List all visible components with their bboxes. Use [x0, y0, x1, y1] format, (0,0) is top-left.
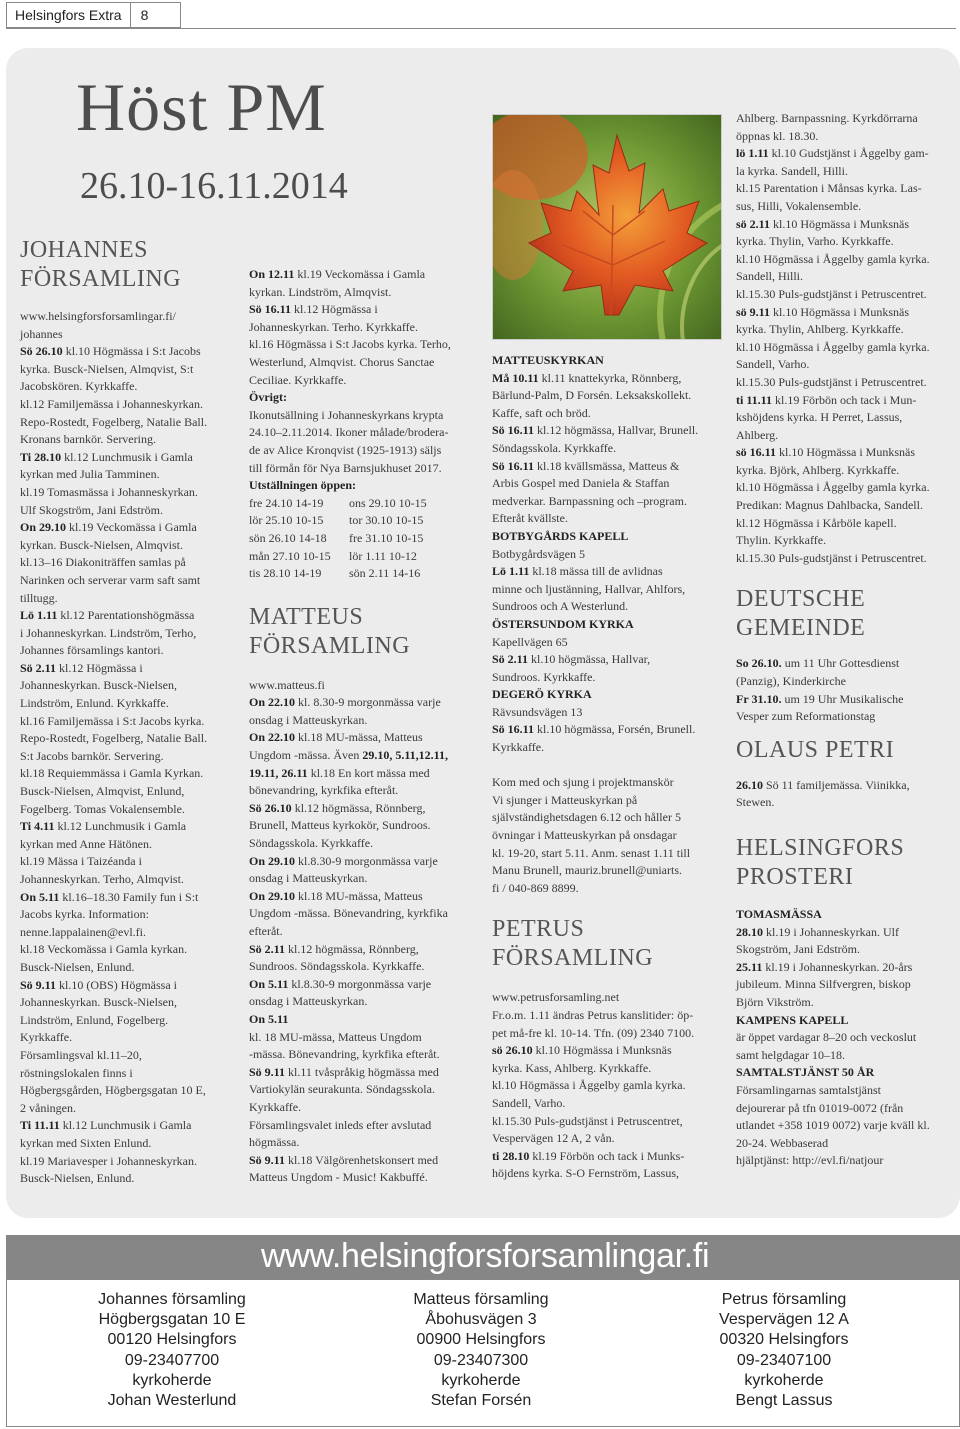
text-line: Vespervägen 12 A, 2 vån. — [492, 1131, 615, 1146]
text-line: Sö 2.11 kl.12 högmässa, Rönnberg, — [249, 941, 419, 956]
text-line: öppnas kl. 18.30. — [736, 128, 819, 143]
text-line: Sö 9.11 kl.18 Välgörenhetskonsert med — [249, 1152, 439, 1167]
text-line: Sö 26.10 kl.12 högmässa, Rönnberg, — [249, 800, 426, 815]
text-line: är öppet vardagar 8–20 och veckoslut — [736, 1030, 917, 1045]
text-line: Brunell, Matteus kyrkokör, Sundroos. — [249, 818, 431, 833]
text-line: Westerlund, Almqvist. Chorus Sanctae — [249, 354, 435, 369]
contact-phone: 09-23407100 — [736, 1351, 832, 1369]
text-line: röstningslokalen finns i — [20, 1065, 133, 1080]
text-line: -mässa. Bönevandring, kyrkfika efteråt. — [249, 1047, 440, 1062]
website-banner — [6, 1235, 960, 1279]
contact-street: Åbohusvägen 3 — [425, 1311, 537, 1329]
text-line: Björn Vikström. — [736, 994, 814, 1009]
text-line: Lindström, Enlund. Kyrkkaffe. — [20, 696, 169, 711]
text-line: 20-24. Webbaserad — [736, 1135, 829, 1150]
contact-city: 00120 Helsingfors — [107, 1331, 237, 1349]
contact-phone: 09-23407300 — [433, 1351, 529, 1369]
petrus-text — [492, 989, 722, 1183]
text-line: MATTEUSKYRKAN — [492, 353, 604, 367]
contact-city: 00900 Helsingfors — [416, 1331, 546, 1349]
text-line: Ahlberg. Barnpassning. Kyrkdörrarna — [736, 111, 918, 125]
text-line: medverkar. Barnpassning och –program. — [492, 493, 687, 508]
text-line: Bärlund-Palm, D Forsén. Leksakskollekt. — [492, 388, 692, 403]
text-line: KAMPENS KAPELL — [736, 1012, 849, 1027]
text-line: Ceciliae. Kyrkkaffe. — [249, 372, 347, 387]
text-line: Ungdom -mässa. Även 29.10, 5.11,12.11, — [249, 748, 449, 763]
text-line: kl.19 Tomasmässa i Johanneskyrkan. — [20, 484, 198, 499]
text-line: Sö 26.10 kl.10 Högmässa i S:t Jacobs — [20, 344, 201, 359]
text-line: 2 våningen. — [20, 1100, 76, 1115]
text-line: On 12.11 kl.19 Veckomässa i Gamla — [249, 267, 426, 281]
text-line: kl.19 Mariavesper i Johanneskyrkan. — [20, 1153, 197, 1168]
contact-person: Stefan Forsén — [430, 1392, 532, 1410]
text-line: kl.15.30 Puls-gudstjänst i Petruscentret. — [736, 550, 927, 565]
text-line: Kyrkkaffe. — [492, 740, 545, 755]
text-line: TOMASMÄSSA — [736, 907, 822, 921]
text-line: Vartiokylän seurakunta. Söndagsskola. — [249, 1082, 435, 1097]
text-line: onsdag i Matteuskyrkan. — [249, 994, 368, 1009]
matteus-heading-line2: FÖRSAMLING — [249, 632, 411, 659]
text-line: Sö 9.11 kl.10 (OBS) Högmässa i — [20, 977, 178, 992]
text-line: efteråt. — [249, 924, 283, 938]
column-3 — [492, 352, 722, 1183]
text-line: kl.10 Högmässa i Åggelby gamla kyrka. — [492, 1078, 686, 1093]
text-line: lö 1.11 kl.10 Gudstjänst i Åggelby gam- — [736, 146, 929, 161]
olaus-petri-heading: OLAUS PETRI — [736, 736, 895, 763]
text-line: Må 10.11 kl.11 knattekyrka, Rönnberg, — [492, 370, 682, 385]
text-line: sö 2.11 kl.10 Högmässa i Munksnäs — [736, 216, 910, 231]
text-line: Övrigt: — [249, 390, 287, 405]
text-line: kyrka. Thylin, Varho. Kyrkkaffe. — [736, 234, 894, 249]
publication-name: Helsingfors Extra — [6, 2, 131, 28]
text-line: Ikonutsällning i Johanneskyrkans krypta — [249, 407, 444, 422]
text-line: hjälptjänst: http://evl.fi/natjour — [736, 1153, 884, 1168]
text-line: kyrka. Kass, Ahlberg. Kyrkkaffe. — [492, 1060, 652, 1075]
schedule-cell: sön 2.11 14-16 — [349, 566, 421, 581]
text-line: So 26.10. um 11 Uhr Gottesdienst — [736, 656, 900, 671]
text-line: Johannes församlings kantori. — [20, 643, 164, 658]
text-line: ti 11.11 kl.19 Förbön och tack i Mun- — [736, 392, 917, 407]
text-line: kl. 18 MU-mässa, Matteus Ungdom — [249, 1029, 422, 1044]
text-line: kshöjdens kyrka. H Perret, Lassus, — [736, 410, 903, 425]
text-line: Sö 16.11 kl.10 högmässa, Forsén, Brunell. — [492, 722, 696, 737]
text-line: Kapellvägen 65 — [492, 634, 568, 649]
text-line: Arbis Gospel med Daniela & Staffan — [492, 476, 670, 491]
schedule-cell: lör 25.10 10-15 — [249, 513, 324, 528]
schedule-cell: fre 31.10 10-15 — [349, 530, 424, 545]
text-line: onsdag i Matteuskyrkan. — [249, 871, 368, 886]
text-line: 26.10 Sö 11 familjemässa. Viinikka, — [736, 777, 910, 792]
contact-name: Johannes församling — [98, 1291, 246, 1308]
text-line: Sö 16.11 kl.18 kvällsmässa, Matteus & — [492, 458, 680, 473]
text-line: sö 26.10 kl.10 Högmässa i Munksnäs — [492, 1043, 672, 1058]
page-number: 8 — [131, 2, 181, 28]
text-line: Busck-Nielsen, Enlund. — [20, 959, 135, 974]
petrus-heading-line2: FÖRSAMLING — [492, 945, 654, 972]
text-line: 24.10–2.11.2014. Ikoner målade/brodera- — [249, 425, 449, 440]
text-line: Ungdom -mässa. Bönevandring, kyrkfika — [249, 906, 448, 921]
text-line: Johanneskyrkan. Busck-Nielsen, — [20, 678, 177, 693]
text-line: Jacobskören. Kyrkkaffe. — [20, 379, 138, 394]
text-line: www.helsingforsforsamlingar.fi/ — [20, 309, 176, 323]
text-line: kl.10 Högmässa i Åggelby gamla kyrka. — [736, 480, 930, 495]
text-line: i Johanneskyrkan. Lindström, Terho, — [20, 625, 197, 640]
text-line: S:t Jacobs barnkör. Servering. — [20, 748, 164, 763]
text-line: sö 9.11 kl.10 Högmässa i Munksnäs — [736, 304, 910, 319]
petrus-continued-text — [736, 110, 956, 567]
text-line: de av Alice Kronqvist (1925-1913) säljs — [249, 442, 442, 457]
text-line: On 22.10 kl.18 MU-mässa, Matteus — [249, 730, 423, 745]
contact-title: kyrkoherde — [132, 1371, 212, 1389]
text-line: kl.10 Högmässa i Åggelby gamla kyrka. — [736, 339, 930, 354]
text-line: nenne.lappalainen@evl.fi. — [20, 924, 146, 939]
deutsche-text — [736, 655, 956, 725]
text-line: Stewen. — [736, 795, 775, 810]
schedule-cell: mån 27.10 10-15 — [249, 548, 331, 563]
text-line: kl.18 Requiemmässa i Gamla Kyrkan. — [20, 766, 204, 781]
text-line: Söndagsskola. Kyrkkaffe. — [249, 836, 374, 851]
prosteri-heading-line2: PROSTERI — [736, 864, 854, 890]
text-line: Sö 2.11 kl.12 Högmässa i — [20, 660, 143, 675]
schedule-cell: fre 24.10 14-19 — [249, 495, 324, 510]
text-line: kyrka. Björk, Ahlberg. Kyrkkaffe. — [736, 462, 900, 477]
text-line: kl. 19-20, start 5.11. Anm. senast 1.11 till — [492, 845, 691, 860]
text-line: la kyrka. Sandell, Hilli. — [736, 163, 848, 178]
text-line: Sandell, Varho. — [736, 357, 810, 372]
matteus-text — [249, 677, 479, 1187]
header-divider — [6, 28, 956, 29]
contact-city: 00320 Helsingfors — [719, 1331, 849, 1349]
schedule-cell: lör 1.11 10-12 — [349, 548, 417, 563]
text-line: Sundroos. Kyrkkaffe. — [492, 669, 596, 684]
johannes-continued-text — [249, 266, 479, 495]
text-line: Thylin. Kyrkkaffe. — [736, 533, 827, 548]
petrus-heading-line1: PETRUS — [492, 916, 585, 943]
text-line: övningar i Matteuskyrkan på onsdagar — [492, 828, 677, 843]
text-line: kyrka. Thylin, Ahlberg. Kyrkkaffe. — [736, 322, 904, 337]
text-line: DEGERÖ KYRKA — [492, 687, 592, 702]
text-line: Sandell, Hilli. — [736, 269, 803, 284]
schedule-cell: ons 29.10 10-15 — [349, 495, 427, 510]
text-line: Ti 11.11 kl.12 Lunchmusik i Gamla — [20, 1118, 192, 1133]
johannes-heading-line2: FÖRSAMLING — [20, 266, 182, 292]
text-line: Fogelberg. Tomas Vokalensemble. — [20, 801, 185, 816]
text-line: Sö 16.11 kl.12 högmässa, Hallvar, Brunell. — [492, 423, 699, 438]
text-line: kl.15.30 Puls-gudstjänst i Petruscentret. — [736, 374, 927, 389]
text-line: kl.13–16 Diakoniträffen samlas på — [20, 555, 186, 570]
text-line: (Panzig), Kinderkirche — [736, 674, 846, 689]
text-line: till förmån för Nya Barnsjukhuset 2017. — [249, 460, 442, 475]
contact-footer — [6, 1279, 960, 1427]
text-line: sus, Hilli, Vokalensemble. — [736, 198, 862, 213]
schedule-cell: tor 30.10 10-15 — [349, 513, 424, 528]
text-line: fi / 040-869 8899. — [492, 880, 579, 895]
text-line: Johanneskyrkan. Busck-Nielsen, — [20, 995, 177, 1010]
text-line: kl.16 Familjemässa i S:t Jacobs kyrka. — [20, 713, 205, 728]
text-line — [492, 757, 722, 775]
text-line: Ti 28.10 kl.12 Lunchmusik i Gamla — [20, 449, 193, 464]
text-line: Kaffe, saft och bröd. — [492, 405, 591, 420]
text-line: kyrkan med Sixten Enlund. — [20, 1135, 152, 1150]
text-line: självständighetsdagen 6.12 och håller 5 — [492, 810, 681, 825]
text-line: 28.10 kl.19 i Johanneskyrkan. Ulf — [736, 924, 899, 939]
text-line: kl.19 Mässa i Taizéanda i — [20, 854, 142, 869]
text-line: Sö 9.11 kl.11 tvåspråkig högmässa med — [249, 1064, 439, 1079]
text-line: Sö 2.11 kl.10 högmässa, Hallvar, — [492, 652, 651, 667]
text-line: Sö 16.11 kl.12 Högmässa i — [249, 302, 378, 317]
text-line: Repo-Rostedt, Fogelberg, Natalie Ball. — [20, 731, 208, 746]
text-line: Johanneskyrkan. Terho. Kyrkkaffe. — [249, 319, 419, 334]
text-line: Fr 31.10. um 19 Uhr Musikalische — [736, 691, 904, 706]
contact-name: Matteus församling — [413, 1291, 549, 1308]
text-line: pet må-fre kl. 10-14. Tfn. (09) 2340 7100. — [492, 1025, 695, 1040]
text-line: Sandell, Varho. — [492, 1095, 566, 1110]
text-line: samt helgdagar 10–18. — [736, 1047, 845, 1062]
contact-petrus — [639, 1290, 929, 1411]
text-line: Kom med och sjung i projektmanskör — [492, 775, 674, 790]
text-line: Botbygårdsvägen 5 — [492, 546, 585, 561]
contact-street: Vespervägen 12 A — [719, 1311, 849, 1329]
text-line: Församlingsvalet inleds efter avslutad — [249, 1117, 432, 1132]
text-line: kl.15.30 Puls-gudstjänst i Petruscentret. — [736, 286, 927, 301]
text-line: ti 28.10 kl.19 Förbön och tack i Munks- — [492, 1148, 685, 1163]
text-line: Matteus Ungdom - Music! Kakbuffé. — [249, 1170, 428, 1185]
text-line: Manu Brunell, mauriz.brunell@uniarts. — [492, 863, 683, 878]
text-line: dejourerar på tfn 01019-0072 (från — [736, 1100, 904, 1115]
johannes-text — [20, 308, 234, 1188]
text-line: Kyrkkaffe. — [249, 1099, 302, 1114]
text-line: Lindström, Enlund, Fogelberg. — [20, 1012, 169, 1027]
text-line: Högbergsgården, Högbergsgatan 10 E, — [20, 1083, 206, 1098]
johannes-heading-line1: JOHANNES — [20, 237, 149, 263]
text-line: 25.11 kl.19 i Johanneskyrkan. 20-års — [736, 959, 913, 974]
contact-street: Högbergsgatan 10 E — [98, 1311, 246, 1329]
prosteri-heading-line1: HELSINGFORS — [736, 835, 905, 861]
maple-leaf-illustration — [493, 115, 722, 340]
text-line: BOTBYGÅRDS KAPELL — [492, 528, 629, 543]
text-line: www.petrusforsamling.net — [492, 990, 620, 1005]
text-line: On 22.10 kl. 8.30-9 morgonmässa varje — [249, 695, 441, 710]
exhibition-schedule — [249, 495, 479, 583]
column-4 — [736, 110, 956, 1170]
text-line: jubileum. Minna Silfvergren, biskop — [736, 977, 911, 992]
contact-title: kyrkoherde — [744, 1371, 824, 1389]
text-line: On 29.10 kl.19 Veckomässa i Gamla — [20, 520, 197, 535]
text-line: Fr.o.m. 1.11 ändras Petrus kanslitider: öp- — [492, 1008, 694, 1022]
text-line: Skogström, Jani Edström. — [736, 942, 861, 957]
text-line: Vesper zum Reformationstag — [736, 709, 876, 724]
text-line: On 29.10 kl.18 MU-mässa, Matteus — [249, 888, 423, 903]
text-line: minne och ljustänning, Hallvar, Ahlfors, — [492, 581, 686, 596]
olaus-petri-text — [736, 777, 956, 812]
text-line: kl.16 Högmässa i S:t Jacobs kyrka. Terho, — [249, 337, 451, 352]
text-line: Söndagsskola. Kyrkkaffe. — [492, 440, 617, 455]
text-line: Kronans barnkör. Servering. — [20, 432, 156, 447]
text-line: utlandet +358 1019 0072) varje kväll kl. — [736, 1118, 930, 1133]
text-line: Sundroos och A Westerlund. — [492, 599, 629, 614]
text-line: kyrkan. Busck-Nielsen, Almqvist. — [20, 537, 183, 552]
text-line: Ti 4.11 kl.12 Lunchmusik i Gamla — [20, 819, 187, 834]
text-line: kyrka. Busck-Nielsen, Almqvist, S:t — [20, 361, 194, 376]
contact-name: Petrus församling — [721, 1291, 847, 1308]
text-line: Ulf Skogström, Jani Edström. — [20, 502, 163, 517]
text-line: On 5.11 kl.16–18.30 Family fun i S:t — [20, 889, 199, 904]
text-line: johannes — [20, 326, 63, 341]
text-line: kyrkan med Anne Hätönen. — [20, 836, 152, 851]
johannes-section — [20, 236, 234, 1188]
matteus-heading-line1: MATTEUS — [249, 603, 364, 630]
date-range: 26.10-16.11.2014 — [80, 165, 348, 207]
text-line: Narinken och serverar varm saft samt — [20, 572, 201, 587]
page-header — [6, 2, 181, 30]
deutsche-heading-line1: DEUTSCHE — [736, 586, 866, 613]
contact-johannes — [27, 1290, 317, 1411]
text-line: www.matteus.fi — [249, 677, 325, 692]
text-line: sö 16.11 kl.10 Högmässa i Munksnäs — [736, 445, 916, 460]
text-line: Jacobs kyrka. Information: — [20, 907, 149, 922]
text-line: On 5.11 kl.8.30-9 morgonmässa varje — [249, 976, 432, 991]
text-line: On 29.10 kl.8.30-9 morgonmässa varje — [249, 853, 438, 868]
text-line: ÖSTERSUNDOM KYRKA — [492, 616, 634, 631]
matteus-locations-text — [492, 352, 722, 897]
text-line: Församlingsval kl.11–20, — [20, 1047, 142, 1062]
text-line: kyrkan med Julia Tamminen. — [20, 467, 160, 482]
text-line: kl.15 Parentation i Månsas kyrka. Las- — [736, 181, 922, 196]
text-line: Johanneskyrkan. Terho, Almqvist. — [20, 872, 184, 886]
column-2 — [249, 266, 479, 1187]
contact-person: Bengt Lassus — [735, 1392, 833, 1410]
website-link[interactable]: www.helsingforsforsamlingar.fi — [261, 1237, 710, 1275]
text-line: kl.12 Familjemässa i Johanneskyrkan. — [20, 396, 203, 411]
text-line: Församlingarnas samtalstjänst — [736, 1082, 881, 1097]
text-line: tilltugg. — [20, 590, 58, 605]
text-line: Rävsundsvägen 13 — [492, 704, 583, 719]
text-line: Ahlberg. — [736, 427, 779, 442]
text-line: kyrkan. Lindström, Almqvist. — [249, 284, 392, 299]
text-line: Predikan: Magnus Dahlbacka, Sandell. — [736, 498, 923, 513]
text-line: Lö 1.11 kl.18 mässa till de avlidnas — [492, 564, 663, 579]
text-line: kl.18 Veckomässa i Gamla kyrkan. — [20, 942, 188, 957]
schedule-cell: sön 26.10 14-18 — [249, 530, 327, 545]
text-line: Kyrkkaffe. — [20, 1030, 73, 1045]
text-line: SAMTALSTJÄNST 50 ÅR — [736, 1065, 875, 1080]
page-title: Höst PM — [76, 69, 327, 145]
text-line: Utställningen öppen: — [249, 478, 357, 493]
text-line: kl.10 Högmässa i Åggelby gamla kyrka. — [736, 251, 930, 266]
contact-matteus — [336, 1290, 626, 1411]
text-line: onsdag i Matteuskyrkan. — [249, 712, 368, 727]
text-line: bönevandring, kyrkfika efteråt. — [249, 783, 399, 798]
contact-phone: 09-23407700 — [124, 1351, 220, 1369]
text-line: höjdens kyrka. S-O Fernström, Lassus, — [492, 1166, 679, 1181]
text-line: högmässa. — [249, 1135, 300, 1150]
text-line: Busck-Nielsen, Almqvist, Enlund, — [20, 784, 185, 799]
text-line: Sundroos. Söndagsskola. Kyrkkaffe. — [249, 959, 425, 974]
text-line: Busck-Nielsen, Enlund. — [20, 1171, 135, 1186]
text-line: Lö 1.11 kl.12 Parentationshögmässa — [20, 608, 195, 623]
text-line: kl.12 Högmässa i Kårböle kapell. — [736, 515, 897, 530]
text-line: Repo-Rostedt, Fogelberg, Natalie Ball. — [20, 414, 208, 429]
contact-title: kyrkoherde — [441, 1371, 521, 1389]
text-line: 19.11, 26.11 kl.18 En kort mässa med — [249, 765, 430, 780]
contact-person: Johan Westerlund — [107, 1392, 237, 1410]
autumn-leaf-image — [492, 114, 722, 340]
text-line: On 5.11 — [249, 1011, 289, 1026]
text-line: kl.15.30 Puls-gudstjänst i Petruscentret, — [492, 1113, 683, 1128]
text-line: Vi sjunger i Matteuskyrkan på — [492, 792, 638, 807]
text-line: Efteråt kvällste. — [492, 511, 568, 526]
prosteri-text — [736, 906, 956, 1170]
deutsche-heading-line2: GEMEINDE — [736, 615, 866, 642]
schedule-cell: tis 28.10 14-19 — [249, 566, 322, 581]
